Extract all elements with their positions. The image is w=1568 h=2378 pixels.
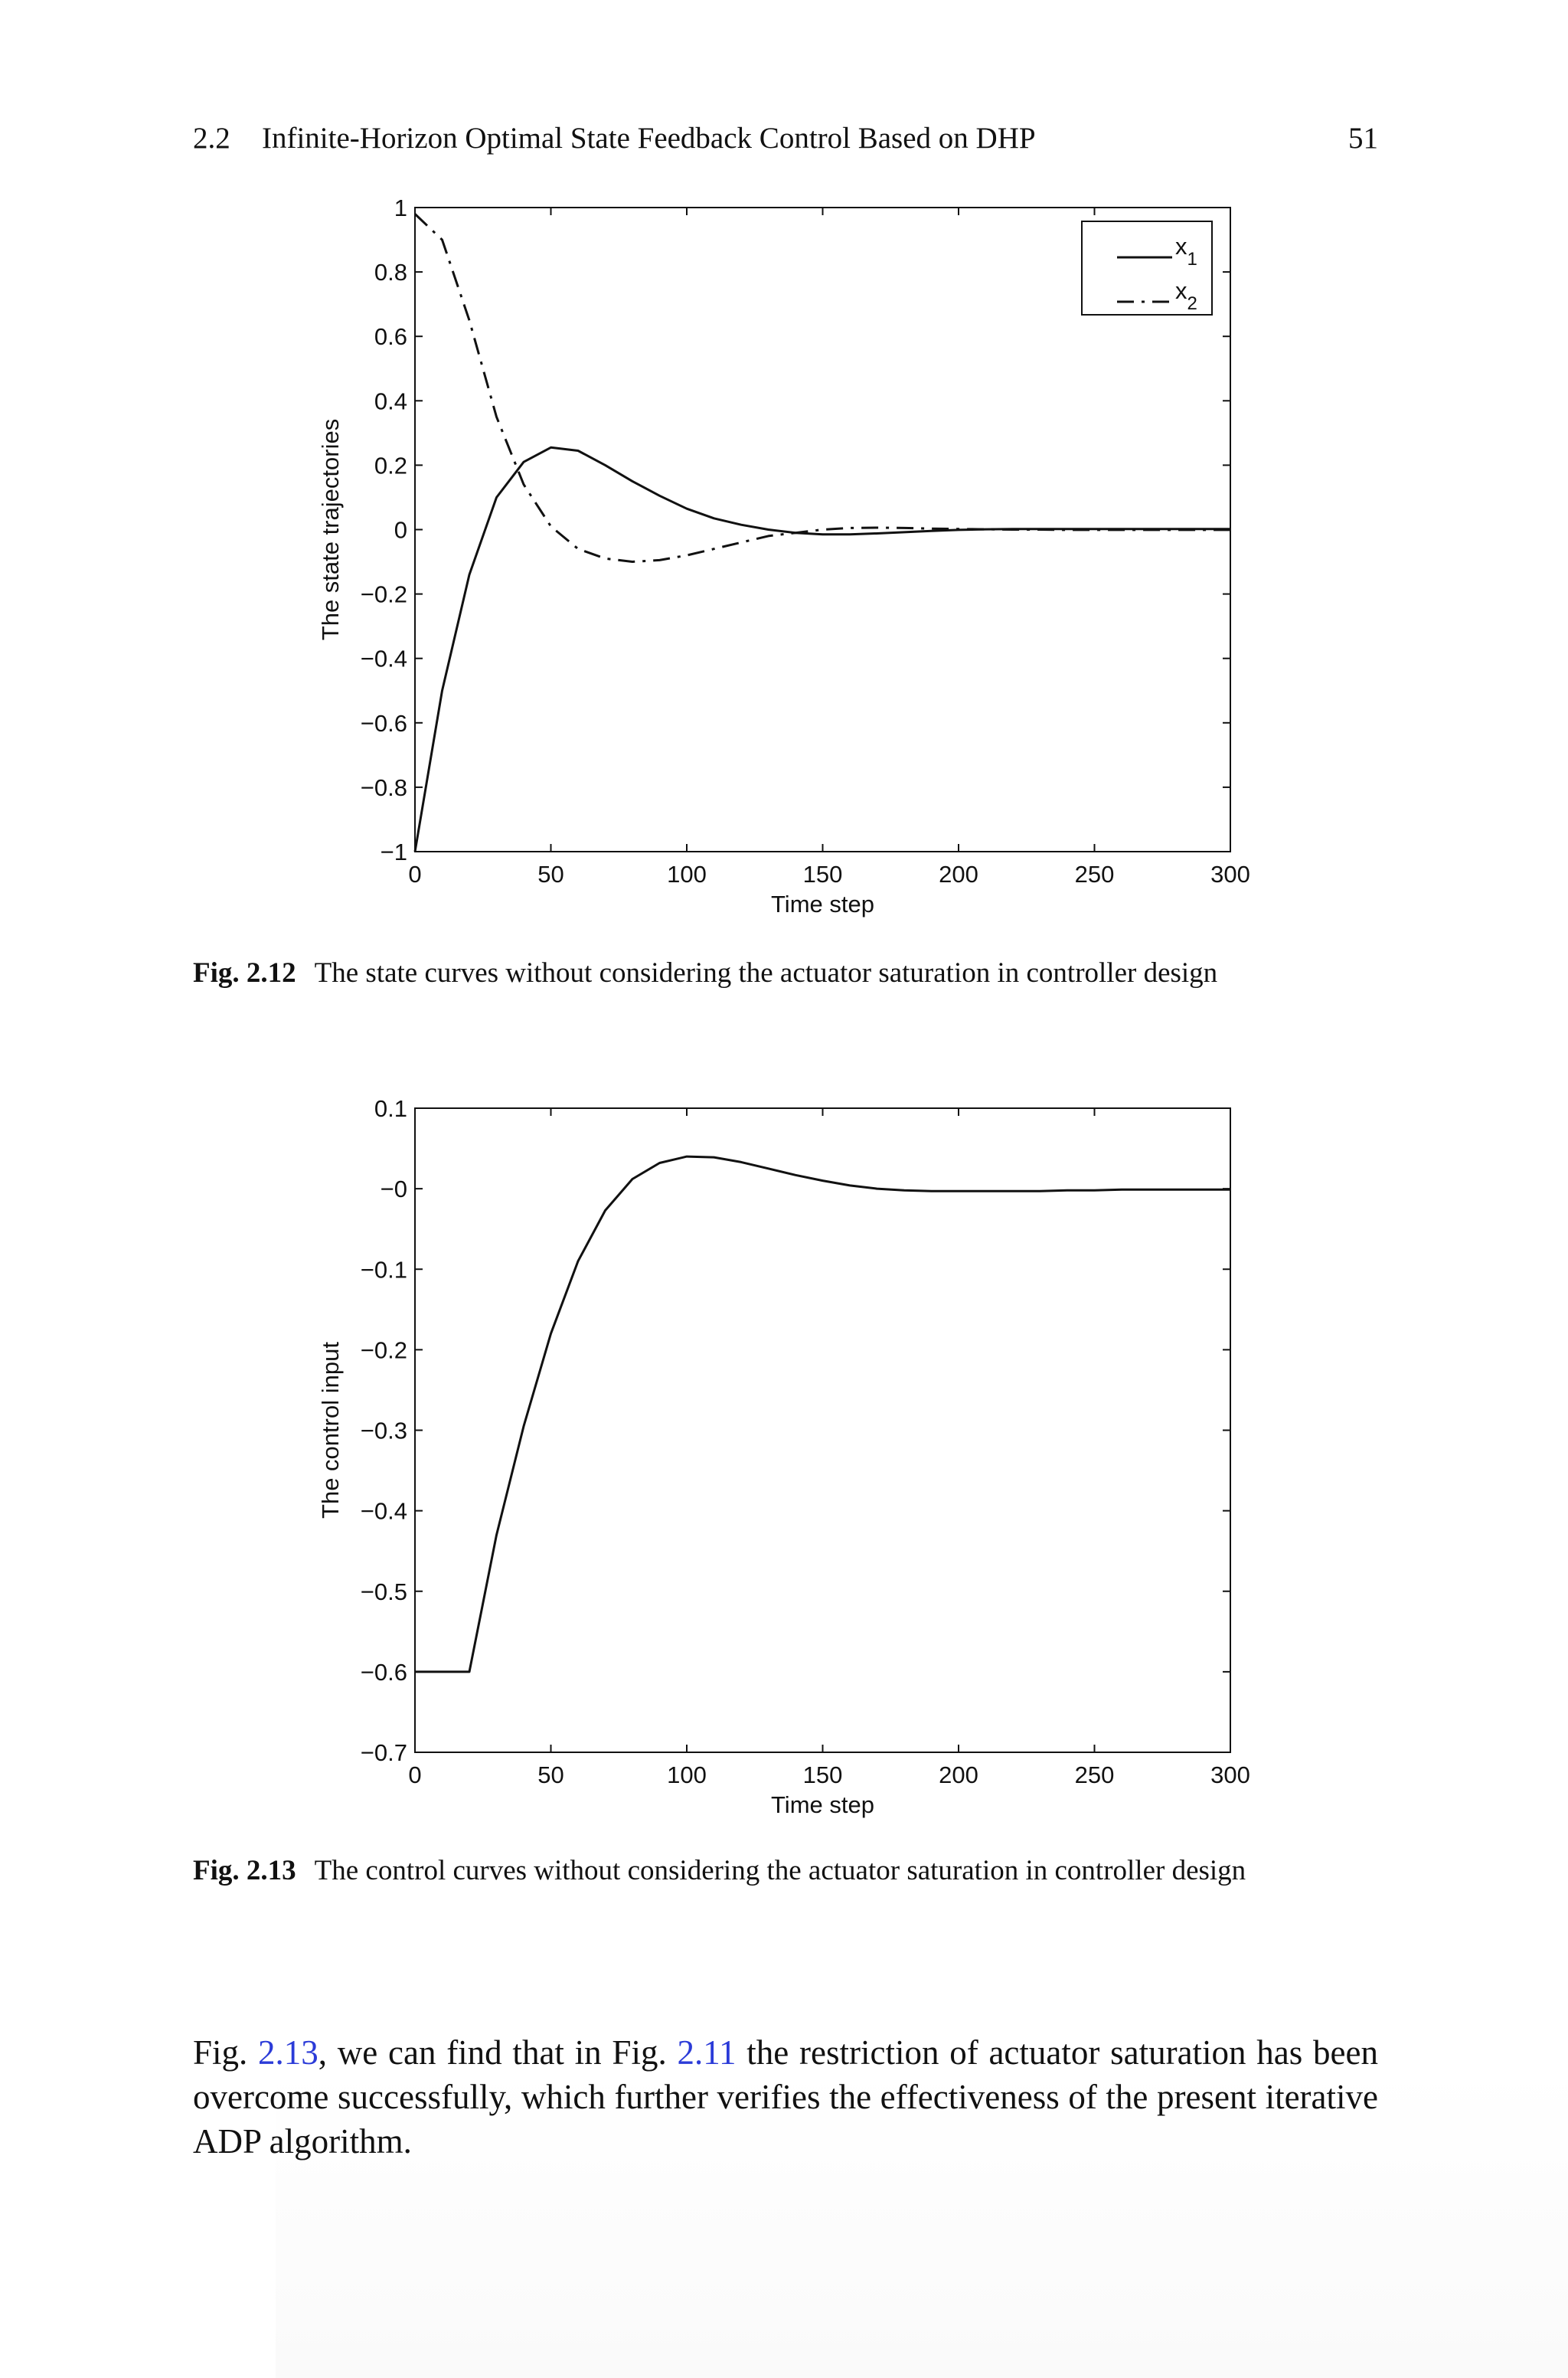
caption-text: The state curves without considering the actuator saturation in controller design xyxy=(314,957,1218,989)
section-title: Infinite-Horizon Optimal State Feedback Control Based on DHP xyxy=(262,122,1036,155)
y-axis-label: The control input xyxy=(317,1342,344,1519)
page-number: 51 xyxy=(1348,122,1378,155)
y-tick-label: −0.6 xyxy=(360,1658,407,1686)
y-axis-label: The state trajectories xyxy=(317,418,344,641)
figure-caption-2-13 xyxy=(193,1854,1246,1887)
x-tick-label: 50 xyxy=(537,1761,564,1788)
x-tick-label: 300 xyxy=(1210,861,1250,888)
y-tick-label: 0.6 xyxy=(374,323,407,351)
y-tick-label: 1 xyxy=(394,195,407,221)
x-tick-label: 300 xyxy=(1210,1761,1250,1788)
x-tick-label: 0 xyxy=(408,861,422,888)
series-line-u xyxy=(415,1156,1230,1672)
figure-link-2-11[interactable]: 2.11 xyxy=(677,2033,737,2072)
x-tick-label: 200 xyxy=(939,1761,978,1788)
y-tick-label: 0.1 xyxy=(374,1095,407,1122)
x-tick-label: 150 xyxy=(802,1761,843,1788)
y-tick-label: −0.2 xyxy=(360,581,407,608)
x-tick-label: 0 xyxy=(408,1761,422,1788)
y-tick-label: −0.5 xyxy=(360,1578,407,1605)
x-tick-label: 250 xyxy=(1074,1761,1115,1788)
y-tick-label: −0.7 xyxy=(360,1739,407,1766)
caption-text: The control curves without considering the actuator saturation in controller design xyxy=(314,1855,1246,1886)
x-tick-label: 150 xyxy=(802,861,843,888)
y-tick-label: 0 xyxy=(394,516,407,544)
y-tick-label: 0.8 xyxy=(374,259,407,286)
y-tick-label: −0.4 xyxy=(360,645,407,672)
x-axis-label: Time step xyxy=(771,1791,874,1818)
y-tick-label: −0.2 xyxy=(360,1336,407,1364)
figure-link-2-13[interactable]: 2.13 xyxy=(258,2033,318,2072)
figure-label: Fig. 2.13 xyxy=(193,1855,296,1886)
x-tick-label: 250 xyxy=(1074,861,1115,888)
legend-label: $x_2$ xyxy=(1175,277,1197,314)
y-tick-label: −0 xyxy=(380,1176,407,1203)
y-tick-label: 0.4 xyxy=(374,388,407,415)
y-tick-label: −0.1 xyxy=(360,1256,407,1284)
x-tick-label: 50 xyxy=(537,861,564,888)
x-tick-label: 200 xyxy=(939,861,978,888)
y-tick-label: 0.2 xyxy=(374,452,407,479)
legend-label: $x_1$ xyxy=(1175,233,1197,270)
x-tick-label: 100 xyxy=(667,861,707,888)
figure-label: Fig. 2.12 xyxy=(193,957,296,989)
body-paragraph: Fig. 2.13, we can find that in Fig. 2.11 the restriction of actuator saturation has been overcome successfully, which further verifies the effectiveness of the present iterative ADP algorithm. xyxy=(193,2033,1378,2160)
y-tick-label: −0.6 xyxy=(360,709,407,737)
y-tick-label: −0.3 xyxy=(360,1417,407,1444)
x-axis-label: Time step xyxy=(771,891,874,918)
x-tick-label: 100 xyxy=(667,1761,707,1788)
y-tick-label: −0.4 xyxy=(360,1497,407,1525)
section-number: 2.2 xyxy=(193,122,230,155)
y-tick-label: −1 xyxy=(380,839,407,865)
y-tick-label: −0.8 xyxy=(360,774,407,801)
plot-frame xyxy=(415,1108,1230,1752)
